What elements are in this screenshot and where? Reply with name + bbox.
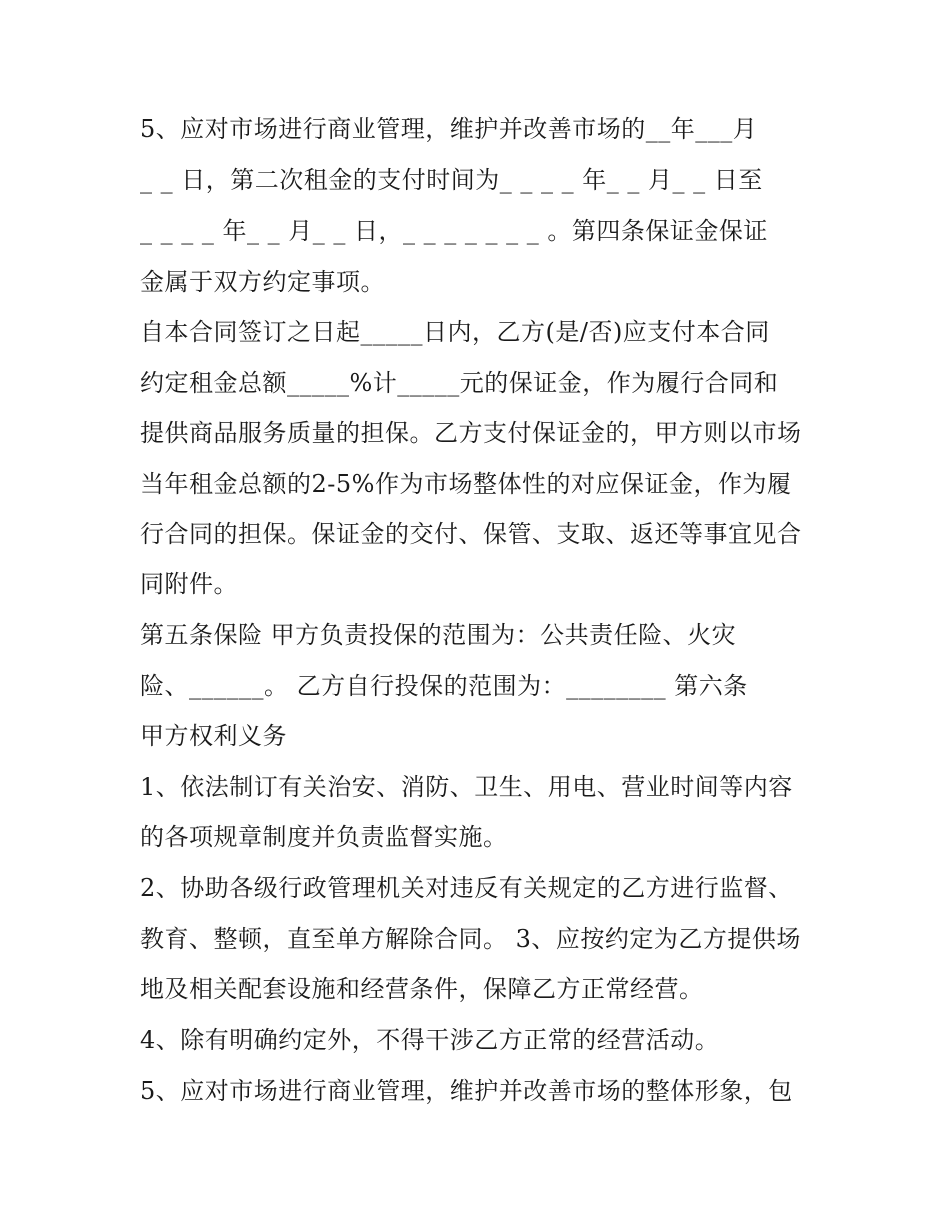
text-line: 5、应对市场进行商业管理，维护并改善市场的整体形象，包 xyxy=(140,1077,793,1105)
text-line: 行合同的担保。保证金的交付、保管、支取、返还等事宜见合 xyxy=(140,520,802,548)
text-line: 第五条保险 甲方负责投保的范围为：公共责任险、火灾 xyxy=(140,621,737,649)
text-line: 金属于双方约定事项。 xyxy=(140,268,385,296)
text-line: 同附件。 xyxy=(140,570,238,598)
text-line: _ _ _ _ 年_ _ 月_ _ 日，_ _ _ _ _ _ _ 。第四条保证金保证 xyxy=(140,217,768,245)
text-line: 5、应对市场进行商业管理，维护并改善市场的__年___月 xyxy=(140,115,758,143)
text-line: 约定租金总额_____%计_____元的保证金，作为履行合同和 xyxy=(140,369,779,397)
text-line: 地及相关配套设施和经营条件，保障乙方正常经营。 xyxy=(140,975,704,1003)
text-line: 教育、整顿，直至单方解除合同。 3、应按约定为乙方提供场 xyxy=(140,925,801,953)
text-line: 当年租金总额的2-5%作为市场整体性的对应保证金，作为履 xyxy=(140,470,792,498)
text-line: 的各项规章制度并负责监督实施。 xyxy=(140,823,508,851)
text-line: 1、依法制订有关治安、消防、卫生、用电、营业时间等内容 xyxy=(140,773,793,801)
text-line: 提供商品服务质量的担保。乙方支付保证金的，甲方则以市场 xyxy=(140,419,802,447)
text-line: 甲方权利义务 xyxy=(140,722,287,750)
text-line: 险、______。 乙方自行投保的范围为：________ 第六条 xyxy=(140,672,748,700)
text-line: _ _ 日，第二次租金的支付时间为_ _ _ _ 年_ _ 月_ _ 日至 xyxy=(140,166,763,194)
text-line: 4、除有明确约定外，不得干涉乙方正常的经营活动。 xyxy=(140,1026,720,1054)
text-line: 自本合同签订之日起_____日内，乙方(是/否)应支付本合同 xyxy=(140,318,770,346)
text-line: 2、协助各级行政管理机关对违反有关规定的乙方进行监督、 xyxy=(140,874,793,902)
